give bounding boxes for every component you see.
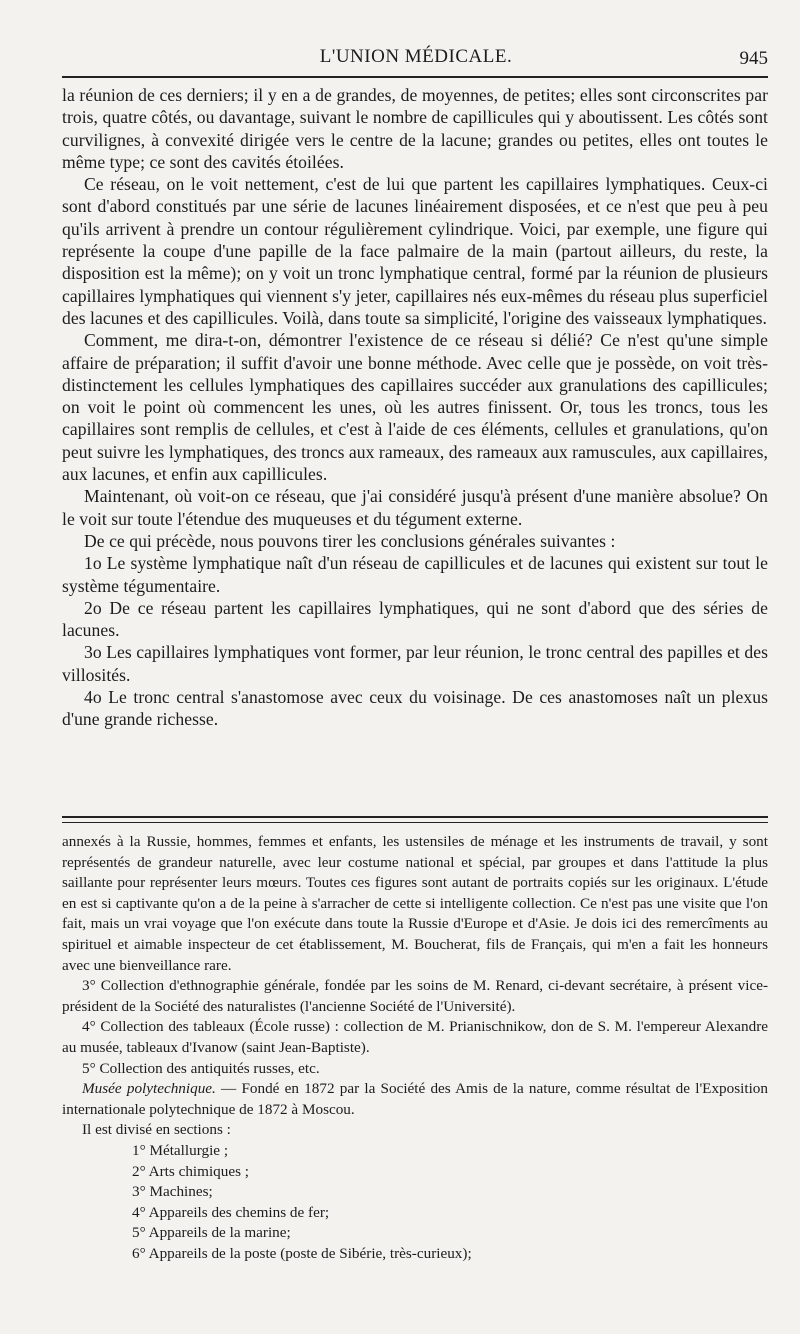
- note-paragraph: 3° Collection d'ethnographie générale, fondée par les soins de M. Renard, ci-devant secrétaire, à présent vice-président de la Société des naturalistes (l'ancienne Société de l'Université).: [62, 977, 768, 1015]
- page-number: 945: [739, 48, 768, 69]
- list-item: 4° Appareils des chemins de fer;: [132, 1203, 330, 1221]
- paragraph: Maintenant, où voit-on ce réseau, que j'ai considéré jusqu'à présent d'une manière absolue? On le voit sur toute l'étendue des muqueuses et du tégument externe.: [62, 486, 768, 529]
- conclusion-item: 4o Le tronc central s'anastomose avec ceux du voisinage. De ces anastomoses naît un plexus d'une grande richesse.: [62, 687, 768, 730]
- list-item: 2° Arts chimiques ;: [132, 1162, 250, 1180]
- running-title: L'UNION MÉDICALE.: [319, 46, 513, 67]
- note-paragraph: [62, 1079, 768, 1120]
- paragraph: Ce réseau, on le voit nettement, c'est de lui que partent les capillaires lymphatiques. Ceux-ci sont d'abord constitués par une série de lacunes linéairement disposées, et ce n'est que peu à peu qu'ils arrivent à prendre un contour régulièrement cylindrique. Voici, par exemple, une figure qui représente la coupe d'une papille de la face palmaire de la main (partout ailleurs, du reste, la disposition est la même); on y voit un tronc lymphatique central, formé par la réunion de plusieurs capillaires lymphatiques qui viennent s'y jeter, capillaires nés eux-mêmes du réseau plus superficiel des lacunes et des capillicules. Voilà, dans toute sa simplicité, l'origine des vaisseaux lymphatiques.: [62, 174, 768, 328]
- paragraph: Comment, me dira-t-on, démontrer l'existence de ce réseau si délié? Ce n'est qu'une simple affaire de préparation; il suffit d'avoir une bonne méthode. Avec celle que je possède, on voit très-distinctement les cellules lymphatiques des capillaires succéder aux granulations des capillicules; on voit le point où commencent les unes, où les autres finissent. Or, tous les troncs, tous les capillaires sont remplis de cellules, et c'est à l'aide de ces éléments, cellules et granulations, qu'on peut suivre les lymphatiques, des troncs aux rameaux, des rameaux aux ramuscules, aux capillaires, aux lacunes, et enfin aux capillicules.: [62, 330, 768, 485]
- musee-label: Musée polytechnique.: [82, 1080, 216, 1098]
- note-paragraph: 5° Collection des antiquités russes, etc.: [82, 1059, 320, 1077]
- conclusion-item: 2o De ce réseau partent les capillaires lymphatiques, qui ne sont d'abord que des séries de lacunes.: [62, 597, 768, 641]
- list-item: 3° Machines;: [132, 1183, 213, 1201]
- list-item: 5° Appareils de la marine;: [132, 1224, 291, 1242]
- paragraph: De ce qui précède, nous pouvons tirer les conclusions générales suivantes :: [84, 530, 616, 551]
- feuilleton-text: [62, 832, 768, 1264]
- note-paragraph: Il est divisé en sections :: [82, 1121, 231, 1139]
- list-item: 6° Appareils de la poste (poste de Sibérie, très-curieux);: [132, 1244, 472, 1262]
- page-header: [62, 42, 770, 72]
- conclusion-item: 3o Les capillaires lymphatiques vont former, par leur réunion, le tronc central des papilles et des villosités.: [62, 642, 768, 685]
- note-paragraph: 4° Collection des tableaux (École russe) : collection de M. Prianischnikow, don de S. M. l'empereur Alexandre au musée, tableaux d'Ivanow (saint Jean-Baptiste).: [62, 1018, 768, 1056]
- footnote-separator: [62, 816, 768, 823]
- sections-list: [62, 1141, 768, 1265]
- main-text: [62, 84, 768, 731]
- list-item: 1° Métallurgie ;: [132, 1141, 229, 1159]
- note-paragraph: annexés à la Russie, hommes, femmes et enfants, les ustensiles de ménage et les instruments de travail, y sont représentés de grandeur naturelle, avec leur costume national et spécial, par groupes et dans l'attitude la plus saillante pour représenter leurs mœurs. Toutes ces figures sont autant de portraits copiés sur les originaux. L'étude en est si captivante qu'on a de la peine à s'arracher de cette si intelligente collection. Ce n'est pas une visite que l'on fait, mais un vrai voyage que l'on exécute dans toute la Russie d'Europe et d'Asie. Je dois ici des remercîments au spirituel et aimable inspecteur de cet établissement, M. Boucherat, fils de Français, qui m'en a fait les honneurs avec une bienveillance rare.: [62, 833, 768, 974]
- musee-text: — Fondé en 1872 par la Société des Amis de la nature, comme résultat de l'Exposition internationale polytechnique de 1872 à Moscou.: [62, 1080, 768, 1118]
- header-rule: [62, 76, 768, 78]
- conclusion-item: 1o Le système lymphatique naît d'un réseau de capillicules et de lacunes qui existent sur tout le système tégumentaire.: [62, 553, 768, 596]
- paragraph: la réunion de ces derniers; il y en a de grandes, de moyennes, de petites; elles sont circonscrites par trois, quatre côtés, ou davantage, suivant le nombre de capillicules qui y aboutissent. Les côtés sont curvilignes, à convexité dirigée vers le centre de la lacune; grandes ou petites, elles ont toutes le même type; ce sont des cavités étoilées.: [62, 85, 768, 172]
